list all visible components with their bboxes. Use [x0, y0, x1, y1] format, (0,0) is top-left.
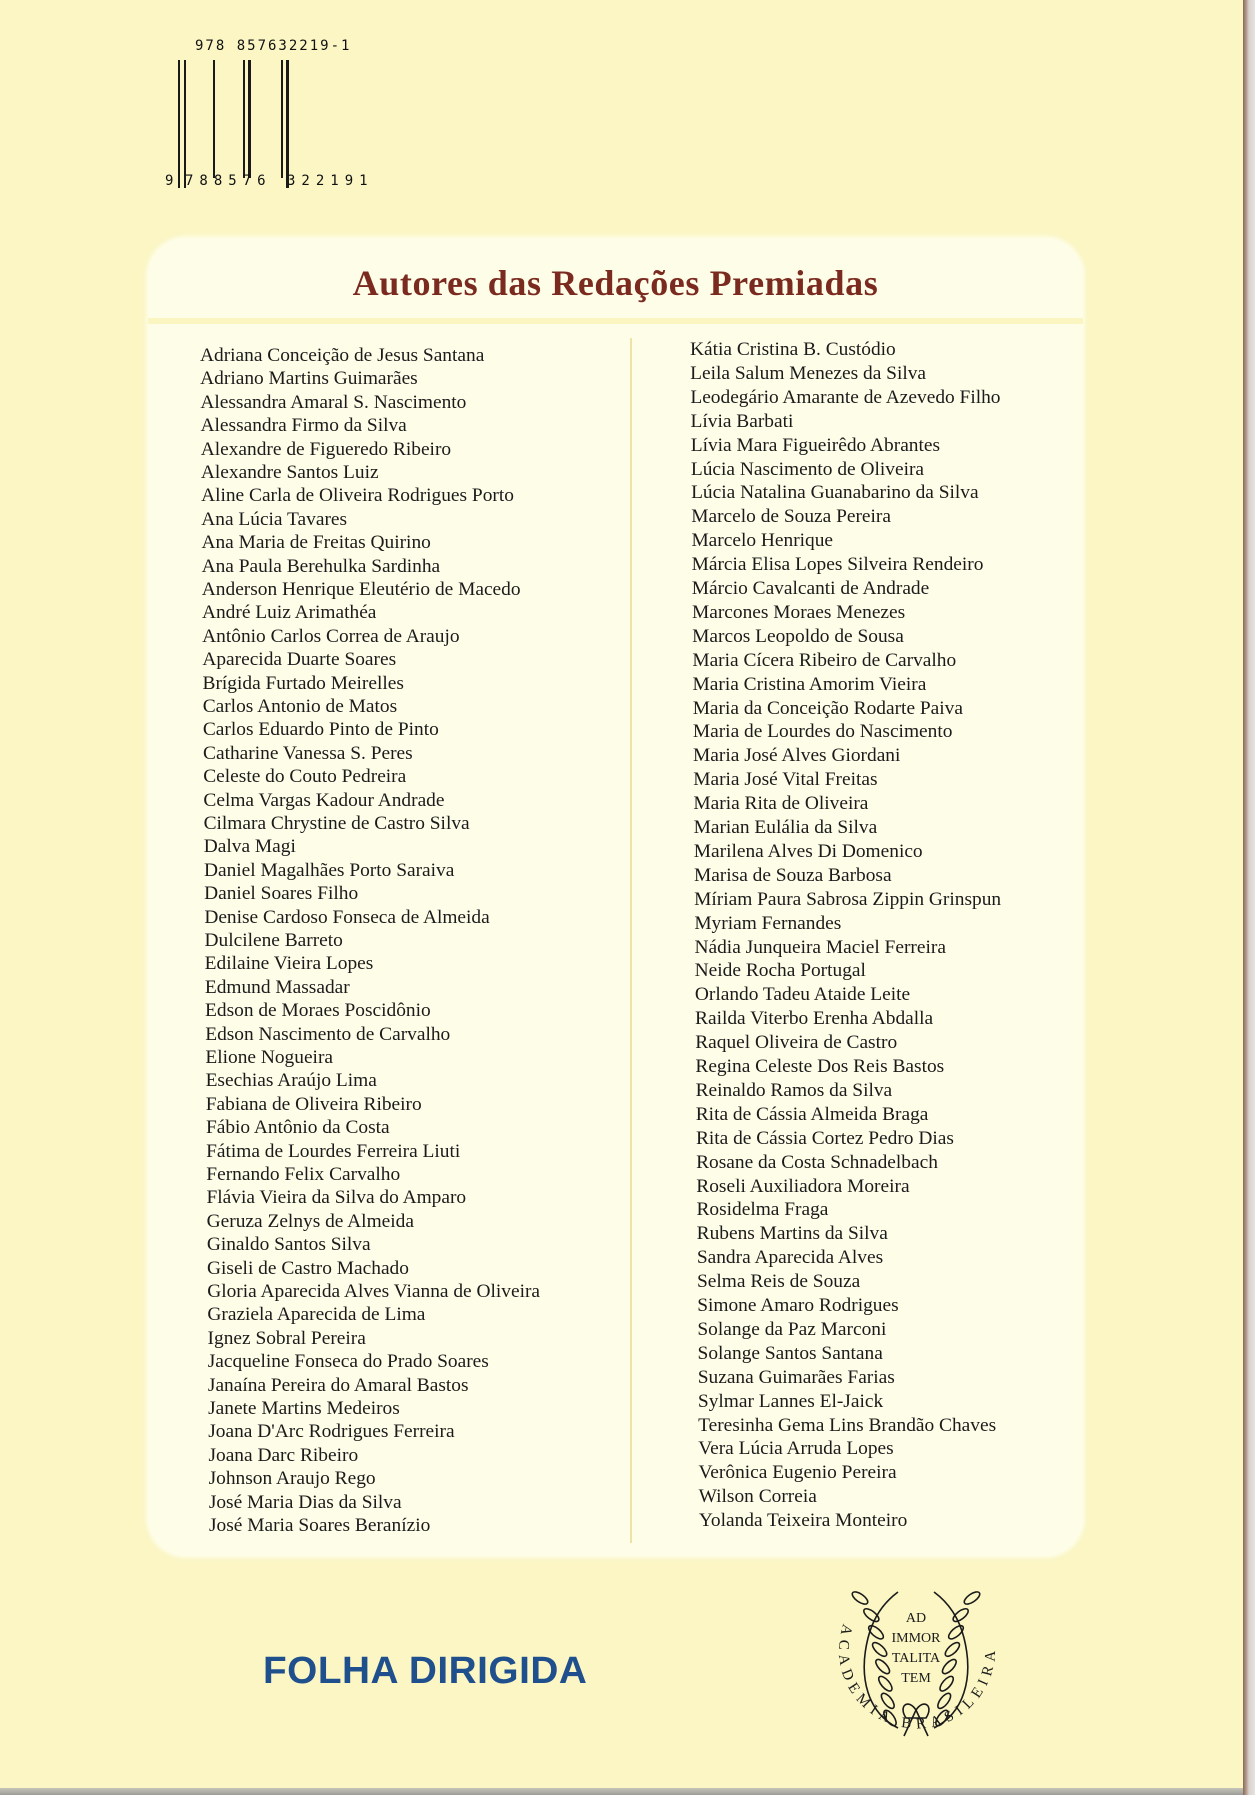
laurel-leaf [870, 1640, 889, 1658]
author-name: Sandra Aparecida Alves [696, 1247, 884, 1269]
author-name: André Luiz Arimathéa [201, 602, 377, 624]
author-name: Celeste do Couto Pedreira [203, 766, 407, 788]
author-name: Solange da Paz Marconi [697, 1318, 887, 1340]
author-name: Maria Cícera Ribeiro de Carvalho [692, 649, 957, 671]
author-name: Antônio Carlos Correa de Araujo [202, 625, 460, 647]
author-name: Míriam Paura Sabrosa Zippin Grinspun [694, 888, 1002, 910]
author-name: Flávia Vieira da Silva do Amparo [206, 1187, 467, 1209]
barcode-left-group: 788576 [185, 173, 272, 189]
scan-bottom-edge [0, 1788, 1243, 1795]
author-name: Leodegário Amarante de Azevedo Filho [690, 386, 1001, 408]
author-name: Dalva Magi [203, 836, 296, 858]
author-name: Roseli Auxiliadora Moreira [696, 1175, 910, 1197]
author-name: Suzana Guimarães Farias [697, 1366, 895, 1388]
seal-motto-line-1: AD [905, 1611, 927, 1626]
author-name: Rita de Cássia Almeida Braga [695, 1103, 929, 1125]
laurel-leaf [940, 1657, 958, 1676]
author-name: Edson Nascimento de Carvalho [205, 1023, 451, 1045]
author-name: Teresinha Gema Lins Brandão Chaves [698, 1414, 997, 1436]
author-name: Marilena Alves Di Domenico [693, 840, 923, 862]
author-name: Dulcilene Barreto [204, 930, 343, 951]
author-name: Ignez Sobral Pereira [207, 1327, 366, 1349]
page-edge-shadow [1243, 0, 1255, 1795]
author-name: Elione Nogueira [205, 1047, 334, 1068]
barcode-bar [248, 60, 250, 178]
author-name: Kátia Cristina B. Custódio [690, 339, 896, 360]
seal-motto-line-2: IMMOR [891, 1631, 941, 1646]
author-name: Maria da Conceição Rodarte Paiva [692, 697, 963, 719]
barcode-bars [178, 60, 390, 188]
panel-title: Autores das Redações Premiadas [352, 263, 879, 303]
seal-motto-line-3: TALITA [891, 1651, 941, 1666]
author-name: Maria Rita de Oliveira [693, 793, 869, 815]
author-name: Marisa de Souza Barbosa [693, 864, 892, 886]
title-divider [148, 318, 1083, 324]
author-name: Joana D'Arc Rodrigues Ferreira [208, 1421, 455, 1443]
barcode-first-digit: 9 [165, 173, 174, 189]
author-name: Railda Viterbo Erenha Abdalla [695, 1008, 934, 1030]
author-name: Alexandre Santos Luiz [200, 462, 379, 483]
barcode-right-group: 322191 [287, 173, 374, 189]
author-name: Carlos Antonio de Matos [202, 696, 398, 717]
author-name: Myriam Fernandes [694, 912, 842, 934]
barcode-bar [281, 60, 283, 178]
author-name: Cilmara Chrystine de Castro Silva [203, 813, 470, 834]
author-name: Rita de Cássia Cortez Pedro Dias [695, 1127, 954, 1149]
author-name: Adriana Conceição de Jesus Santana [200, 345, 485, 366]
author-name: Janaína Pereira do Amaral Bastos [207, 1374, 469, 1396]
author-name: Graziela Aparecida de Lima [207, 1304, 426, 1326]
author-name: Simone Amaro Rodrigues [697, 1295, 899, 1316]
author-name: Esechias Araújo Lima [205, 1070, 377, 1092]
author-name: Márcio Cavalcanti de Andrade [691, 578, 930, 599]
author-name: Alessandra Amaral S. Nascimento [200, 391, 467, 413]
author-name: Marian Eulália da Silva [693, 817, 878, 838]
author-name: Brígida Furtado Meirelles [202, 672, 404, 694]
author-name: Geruza Zelnys de Almeida [206, 1210, 414, 1232]
author-name: Anderson Henrique Eleutério de Macedo [201, 579, 521, 600]
author-name: Rubens Martins da Silva [696, 1223, 888, 1245]
author-name: Aline Carla de Oliveira Rodrigues Porto [201, 485, 514, 507]
author-name: Fábio Antônio da Costa [205, 1117, 390, 1139]
laurel-leaf [943, 1640, 962, 1658]
author-name: Denise Cardoso Fonseca de Almeida [204, 906, 490, 928]
author-name: Edson de Moraes Poscidônio [205, 1000, 431, 1022]
seal-motto-line-4: TEM [901, 1671, 931, 1686]
author-name: Johnson Araujo Rego [208, 1468, 376, 1490]
author-name: Nádia Junqueira Maciel Ferreira [694, 936, 946, 958]
author-name: Maria José Alves Giordani [693, 745, 901, 767]
author-name: Janete Martins Medeiros [208, 1398, 400, 1419]
author-name: Raquel Oliveira de Castro [695, 1032, 898, 1054]
author-name: Daniel Soares Filho [204, 883, 359, 905]
author-name: Adriano Martins Guimarães [200, 368, 418, 390]
author-name: Fernando Felix Carvalho [206, 1164, 401, 1185]
laurel-leaf [938, 1674, 956, 1693]
barcode-bar [184, 60, 186, 188]
author-name: Leila Salum Menezes da Silva [690, 362, 927, 384]
author-name: Marcelo de Souza Pereira [691, 506, 891, 528]
author-name: Wilson Correia [698, 1486, 817, 1508]
author-name: Alessandra Firmo da Silva [200, 415, 407, 437]
author-name: Fátima de Lourdes Ferreira Liuti [206, 1140, 461, 1162]
author-name: Rosane da Costa Schnadelbach [696, 1151, 938, 1173]
folha-dirigida-logo: FOLHA DIRIGIDA [263, 1650, 588, 1692]
author-name: Maria Cristina Amorim Vieira [692, 673, 927, 695]
author-name: Edmund Massadar [204, 976, 350, 998]
author-name: Solange Santos Santana [697, 1342, 883, 1364]
seal-ring-text: ACADEMIA BRASILEIRA [834, 1622, 1000, 1733]
column-divider [630, 338, 632, 1543]
author-name: Lívia Mara Figueirêdo Abrantes [690, 434, 941, 456]
barcode-bar [178, 60, 180, 188]
author-name: Gloria Aparecida Alves Vianna de Oliveira [207, 1281, 541, 1302]
author-name: Daniel Magalhães Porto Saraiva [203, 859, 455, 881]
author-name: Lúcia Nascimento de Oliveira [690, 458, 925, 480]
author-name: Orlando Tadeu Ataide Leite [694, 984, 911, 1006]
author-name: José Maria Dias da Silva [208, 1491, 402, 1513]
author-name: Regina Celeste Dos Reis Bastos [695, 1056, 945, 1077]
author-name: Maria José Vital Freitas [693, 769, 878, 791]
author-name: Marcos Leopoldo de Sousa [692, 625, 904, 647]
author-name: Jacqueline Fonseca do Prado Soares [207, 1351, 489, 1373]
author-name: José Maria Soares Beranízio [209, 1515, 431, 1536]
isbn-label: 978 857632219-1 [195, 38, 352, 54]
author-name: Lúcia Natalina Guanabarino da Silva [691, 482, 979, 504]
author-name: Catharine Vanessa S. Peres [203, 742, 413, 764]
author-name: Fabiana de Oliveira Ribeiro [205, 1093, 422, 1115]
author-name: Márcia Elisa Lopes Silveira Rendeiro [691, 554, 984, 576]
laurel-leaf [962, 1590, 981, 1607]
authors-panel [148, 238, 1083, 1556]
author-name: Neide Rocha Portugal [694, 960, 866, 982]
author-name: Yolanda Teixeira Monteiro [698, 1510, 908, 1532]
author-name: Reinaldo Ramos da Silva [695, 1079, 893, 1101]
laurel-leaf [876, 1674, 894, 1693]
author-name: Alexandre de Figueredo Ribeiro [200, 438, 452, 460]
author-name: Carlos Eduardo Pinto de Pinto [202, 719, 439, 741]
author-name: Rosidelma Fraga [696, 1199, 829, 1221]
barcode-bar [286, 60, 288, 188]
laurel-leaf [850, 1590, 869, 1607]
author-name: Maria de Lourdes do Nascimento [692, 721, 953, 743]
author-name: Edilaine Vieira Lopes [204, 953, 374, 975]
author-name: Marcelo Henrique [691, 530, 834, 552]
barcode-bar [213, 60, 215, 178]
author-name: Marcones Moraes Menezes [691, 601, 906, 623]
author-name: Selma Reis de Souza [697, 1271, 861, 1293]
author-name: Sylmar Lannes El-Jaick [697, 1390, 884, 1412]
author-name: Ana Lúcia Tavares [201, 508, 348, 530]
author-name: Giseli de Castro Machado [207, 1257, 409, 1279]
laurel-leaf [874, 1657, 892, 1676]
author-name: Celma Vargas Kadour Andrade [203, 789, 445, 811]
author-name: Ginaldo Santos Silva [206, 1234, 371, 1256]
isbn-barcode [165, 38, 400, 198]
author-name: Joana Darc Ribeiro [208, 1444, 359, 1466]
author-name: Vera Lúcia Arruda Lopes [698, 1438, 894, 1460]
author-name: Ana Paula Berehulka Sardinha [201, 555, 441, 577]
author-name: Ana Maria de Freitas Quirino [201, 532, 431, 554]
academia-brasileira-seal [828, 1578, 1004, 1750]
author-name: Lívia Barbati [690, 410, 794, 432]
author-name: Aparecida Duarte Soares [202, 649, 397, 671]
author-name: Verônica Eugenio Pereira [698, 1462, 897, 1484]
barcode-bar [243, 60, 245, 178]
